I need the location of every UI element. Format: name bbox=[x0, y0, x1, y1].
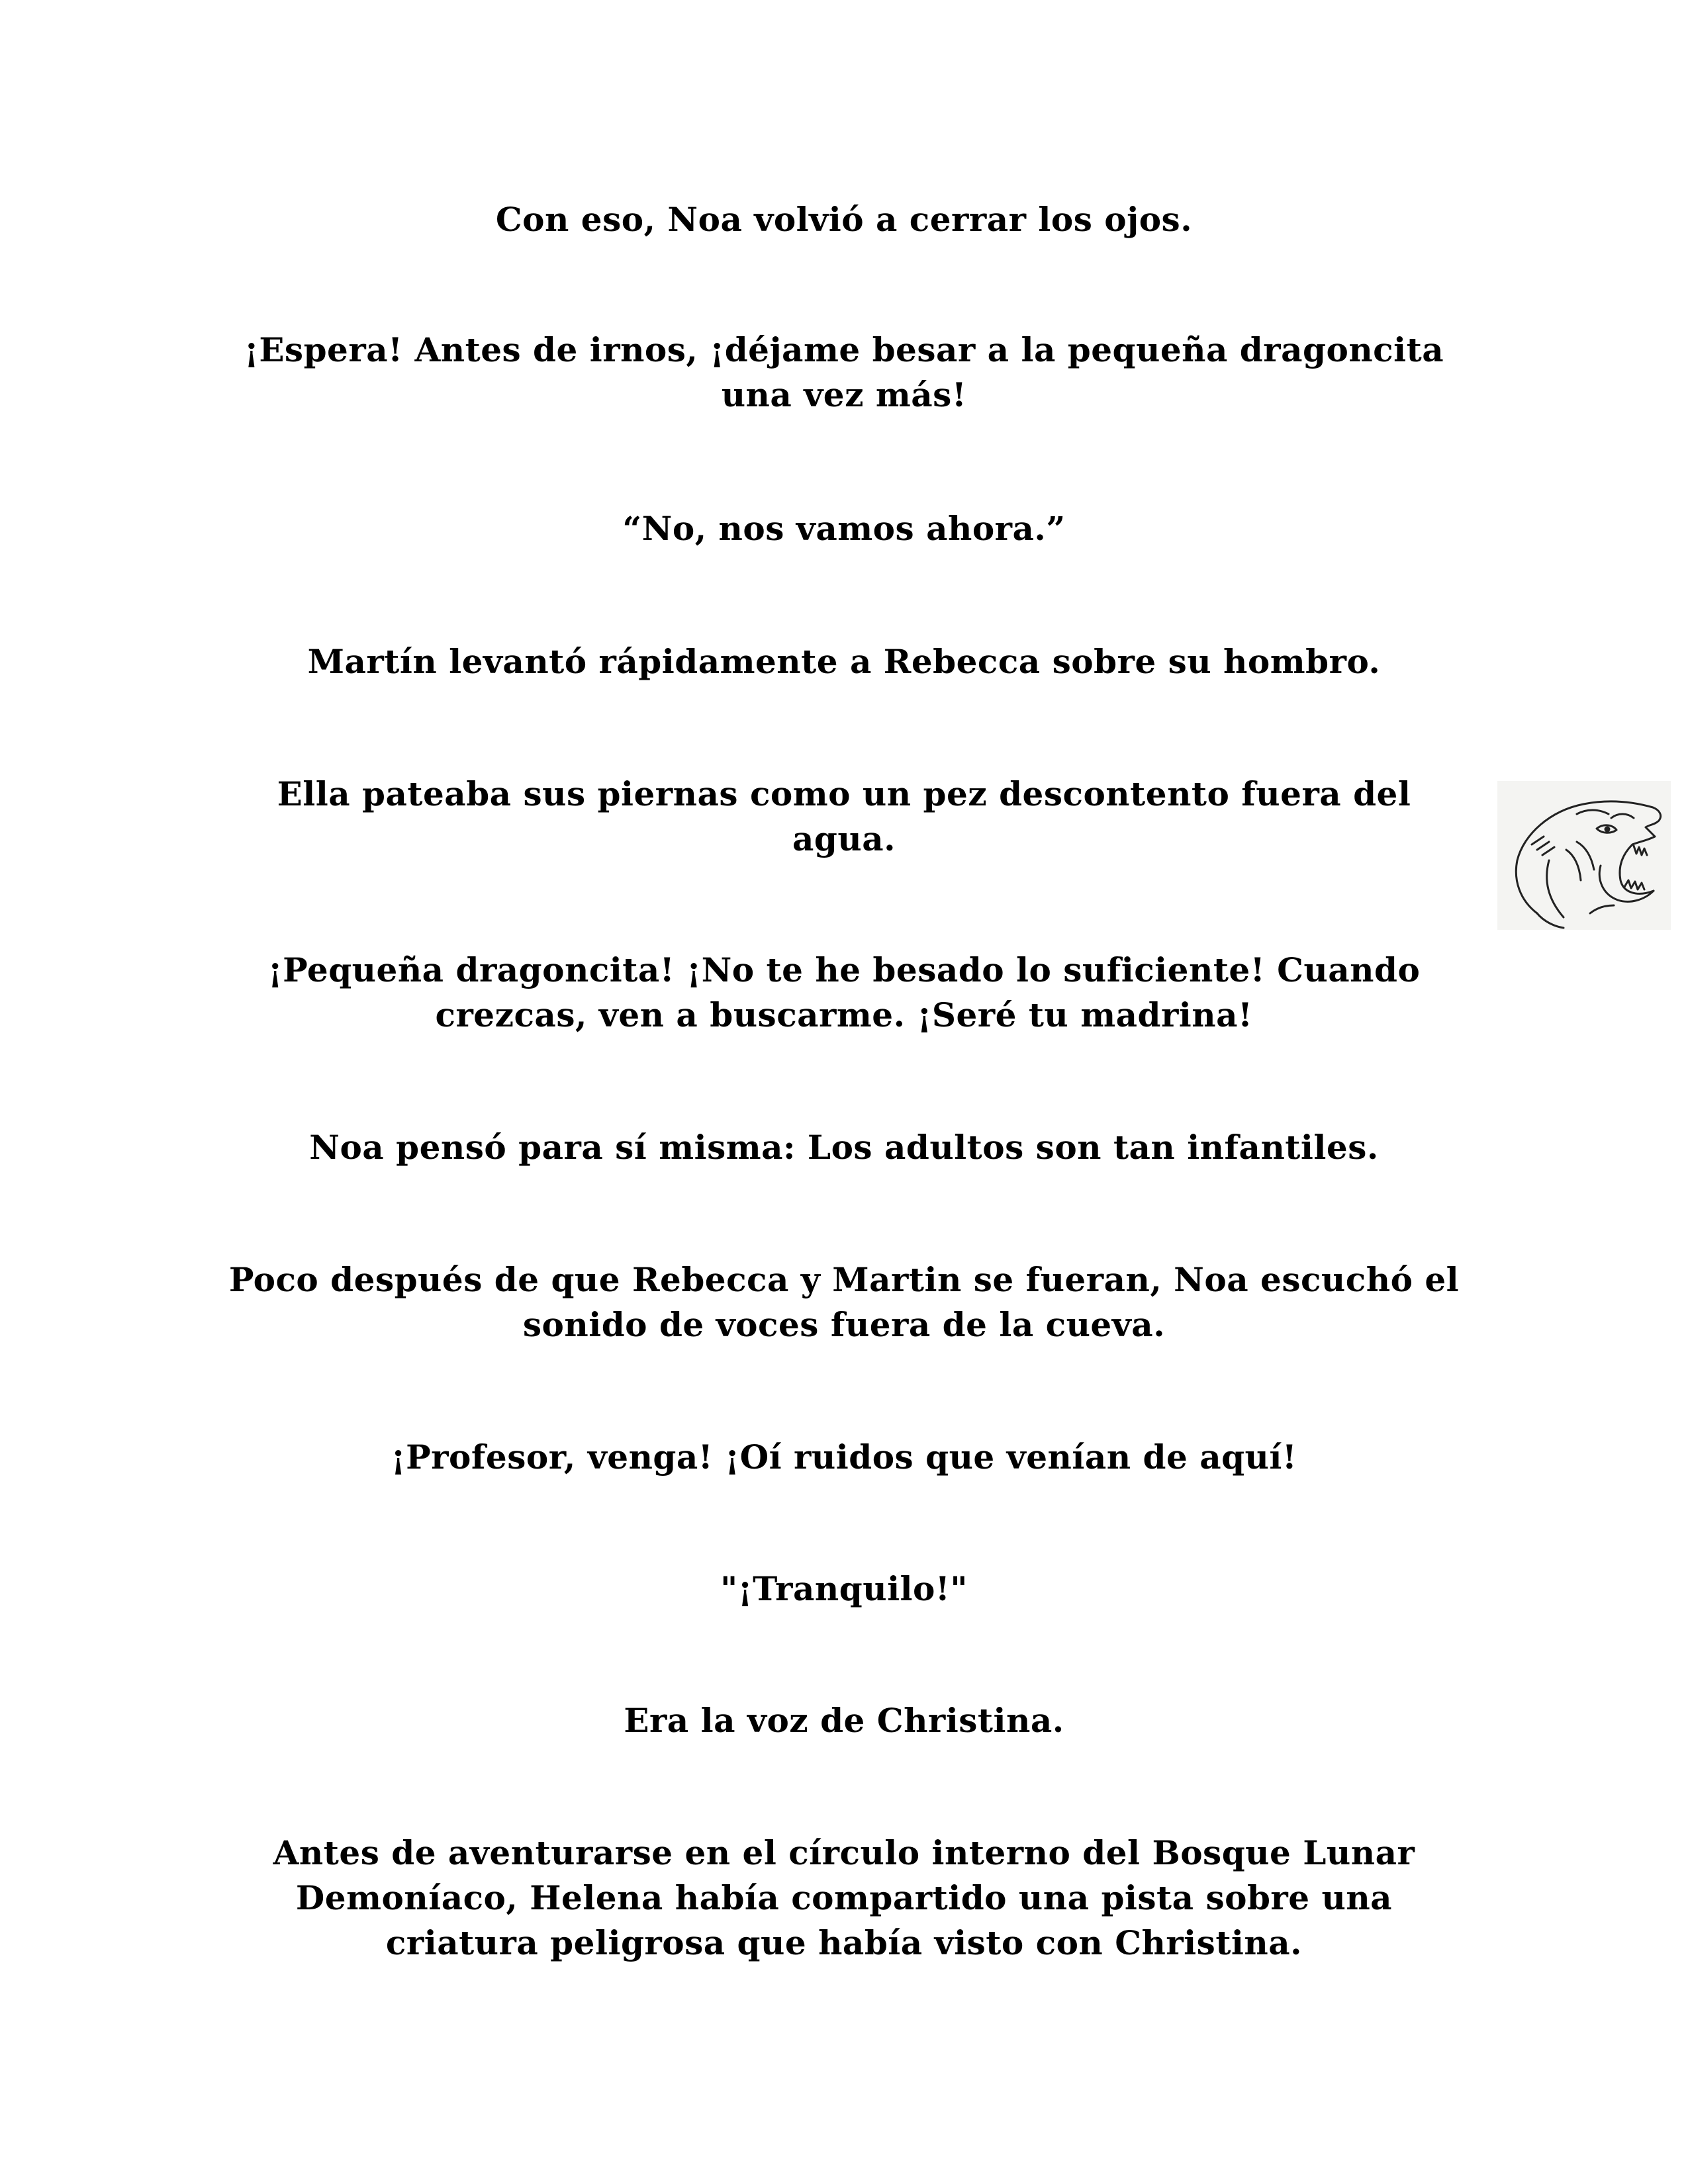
paragraph-6: ¡Pequeña dragoncita! ¡No te he besado lo suficiente! Cuando crezcas, ven a buscarme. ¡Seré tu madrina! bbox=[267, 950, 1421, 1034]
paragraph-3: “No, nos vamos ahora.” bbox=[622, 509, 1066, 548]
paragraph-1: Con eso, Noa volvió a cerrar los ojos. bbox=[495, 200, 1193, 239]
dinosaur-head-sketch-icon bbox=[1497, 781, 1671, 930]
paragraph-5: Ella pateaba sus piernas como un pez descontento fuera del agua. bbox=[277, 774, 1411, 858]
paragraph-7: Noa pensó para sí misma: Los adultos son tan infantiles. bbox=[309, 1128, 1379, 1167]
paragraph-8: Poco después de que Rebecca y Martin se fueran, Noa escuchó el sonido de voces fuera de la cueva. bbox=[228, 1260, 1460, 1344]
paragraph-2: ¡Espera! Antes de irnos, ¡déjame besar a la pequeña dragoncita una vez más! bbox=[244, 330, 1444, 414]
paragraph-4: Martín levantó rápidamente a Rebecca sobre su hombro. bbox=[307, 642, 1381, 681]
paragraph-11: Era la voz de Christina. bbox=[624, 1701, 1064, 1740]
paragraph-12: Antes de aventurarse en el círculo interno del Bosque Lunar Demoníaco, Helena había compartido una pista sobre una criatura peligrosa que había visto con Christina. bbox=[273, 1833, 1415, 1962]
paragraph-9: ¡Profesor, venga! ¡Oí ruidos que venían de aquí! bbox=[391, 1437, 1297, 1477]
paragraph-10: "¡Tranquilo!" bbox=[720, 1569, 968, 1608]
